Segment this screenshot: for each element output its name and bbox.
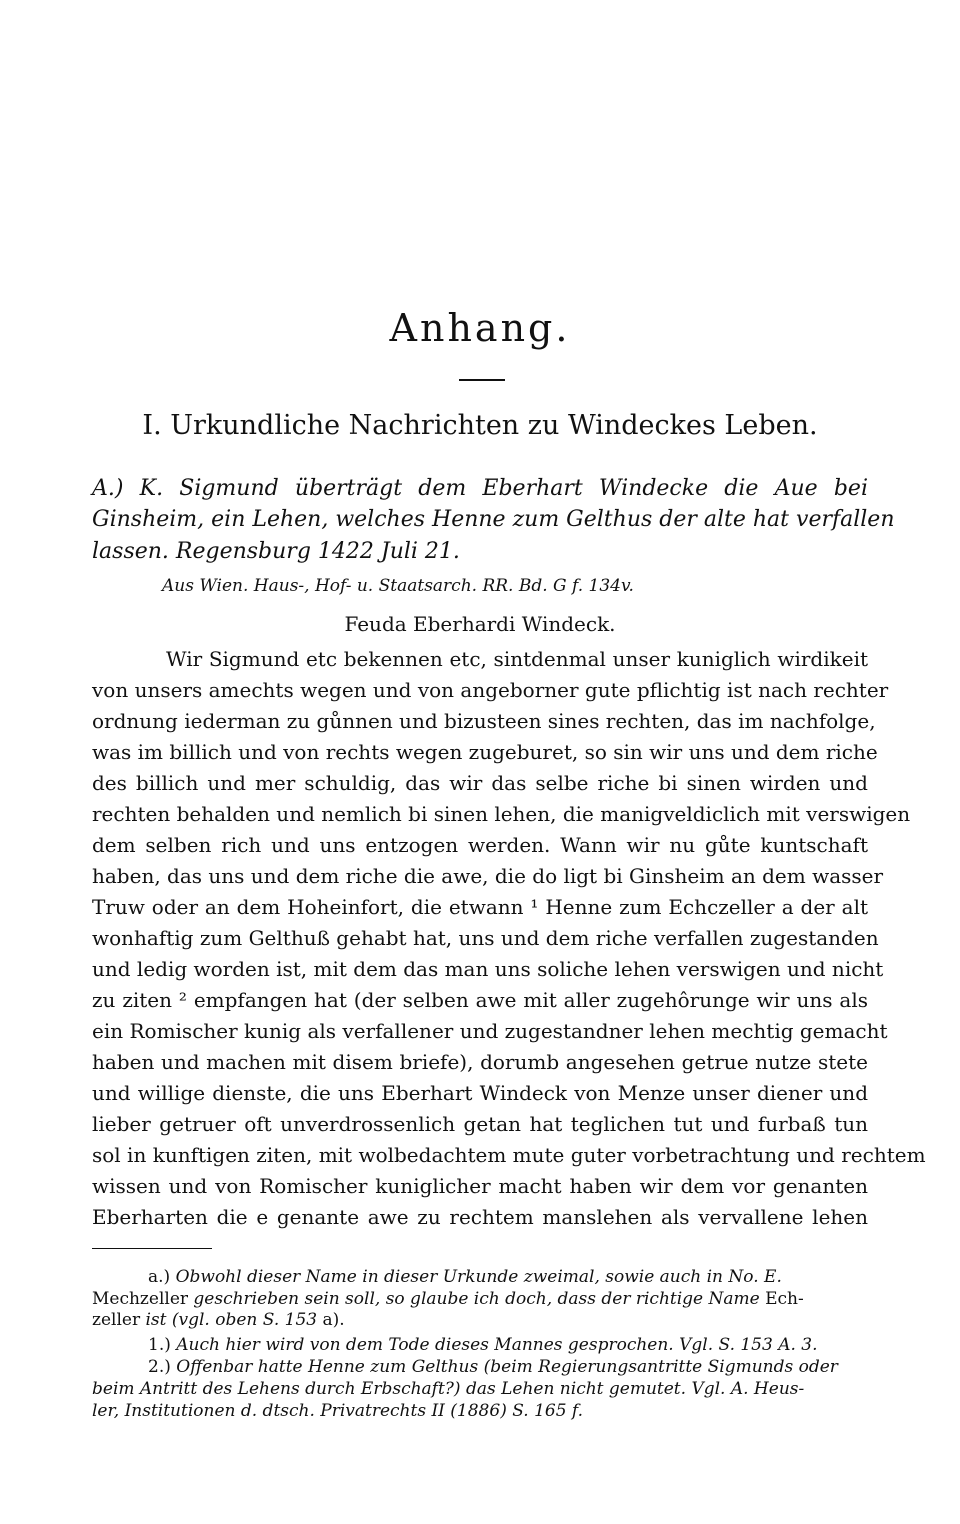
body-line: Wir Sigmund etc bekennen etc, sintdenmal unser kuniglich wirdikeit	[166, 647, 868, 671]
footnote-label: 2.)	[148, 1357, 171, 1377]
body-line: ordnung iederman zu gůnnen und bizusteen sines rechten, das im nachfolge,	[92, 709, 876, 733]
footnote-text: zeller	[92, 1310, 141, 1330]
page-title: Anhang.	[389, 306, 571, 350]
body-line: ein Romischer kunig als verfallener und zugestandner lehen mechtig gemacht	[92, 1019, 888, 1043]
footnote-2-cont: beim Antritt des Lehens durch Erbschaft?) das Lehen nicht gemutet. Vgl. A. Heus-	[92, 1379, 805, 1399]
body-line: Truw oder an dem Hoheinfort, die etwann ¹ Henne zum Echczeller a der alt	[92, 895, 868, 919]
footnote-label: a.)	[148, 1267, 171, 1287]
body-line: wissen und von Romischer kuniglicher macht haben wir dem vor genanten	[92, 1174, 868, 1198]
footnote-text: Obwohl dieser Name in dieser Urkunde zweimal, sowie auch in No. E.	[175, 1267, 782, 1287]
body-line: und willige dienste, die uns Eberhart Windeck von Menze unser diener und	[92, 1081, 868, 1105]
footnote-text: geschrieben sein soll, so glaube ich doch, dass der richtige Name	[193, 1289, 760, 1309]
footnote-2-end: ler, Institutionen d. dtsch. Privatrechts II (1886) S. 165 f.	[92, 1401, 584, 1421]
body-line: zu ziten ² empfangen hat (der selben awe mit aller zugehôrunge wir uns als	[92, 988, 868, 1012]
document-title: Feuda Eberhardi Windeck.	[344, 612, 616, 636]
archive-source: Aus Wien. Haus-, Hof- u. Staatsarch. RR. Bd. G f. 134v.	[162, 576, 634, 596]
body-line: Eberharten die e genante awe zu rechtem manslehen als vervallene lehen	[92, 1205, 868, 1229]
footnote-text: ist (vgl. oben S. 153	[145, 1310, 318, 1330]
body-line: dem selben rich und uns entzogen werden. Wann wir nu gůte kuntschaft	[92, 833, 868, 857]
regest-line-3: lassen. Regensburg 1422 Juli 21.	[92, 539, 460, 564]
footnote-label: 1.)	[148, 1335, 171, 1355]
footnote-text: Auch hier wird von dem Tode dieses Mannes gesprochen. Vgl. S. 153 A. 3.	[176, 1335, 818, 1355]
body-line: wonhaftig zum Gelthuß gehabt hat, uns und dem riche verfallen zugestanden	[92, 926, 879, 950]
footnote-divider	[92, 1248, 212, 1249]
footnote-a-end	[92, 1310, 345, 1331]
footnote-a-cont	[92, 1289, 868, 1310]
regest-line-1: A.) K. Sigmund überträgt dem Eberhart Windecke die Aue bei	[92, 476, 868, 501]
footnote-a	[148, 1267, 868, 1288]
body-line: von unsers amechts wegen und von angeborner gute pflichtig ist nach rechter	[92, 678, 889, 702]
footnote-text: Offenbar hatte Henne zum Gelthus (beim Regierungsantritte Sigmunds oder	[176, 1357, 838, 1377]
body-line: haben und machen mit disem briefe), dorumb angesehen getrue nutze stete	[92, 1050, 868, 1074]
section-heading: I. Urkundliche Nachrichten zu Windeckes Leben.	[142, 410, 818, 441]
title-divider	[459, 379, 505, 381]
body-line: lieber getruer oft unverdrossenlich getan hat teglichen tut und furbaß tun	[92, 1112, 868, 1136]
regest-line-2: Ginsheim, ein Lehen, welches Henne zum Gelthus der alte hat verfallen	[92, 507, 895, 532]
footnote-2	[148, 1357, 868, 1378]
body-line: rechten behalden und nemlich bi sinen lehen, die manigveldiclich mit verswigen	[92, 802, 911, 826]
body-line: und ledig worden ist, mit dem das man uns soliche lehen verswigen und nicht	[92, 957, 884, 981]
body-line: sol in kunftigen ziten, mit wolbedachtem mute guter vorbetrachtung und rechtem	[92, 1143, 926, 1167]
footnote-text: Ech-	[765, 1289, 804, 1309]
body-line: des billich und mer schuldig, das wir das selbe riche bi sinen wirden und	[92, 771, 868, 795]
body-line: haben, das uns und dem riche die awe, die do ligt bi Ginsheim an dem wasser	[92, 864, 884, 888]
body-line: was im billich und von rechts wegen zugeburet, so sin wir uns und dem riche	[92, 740, 878, 764]
footnote-text: Mechzeller	[92, 1289, 189, 1309]
footnote-text: a).	[322, 1310, 345, 1330]
footnote-1	[148, 1335, 818, 1356]
